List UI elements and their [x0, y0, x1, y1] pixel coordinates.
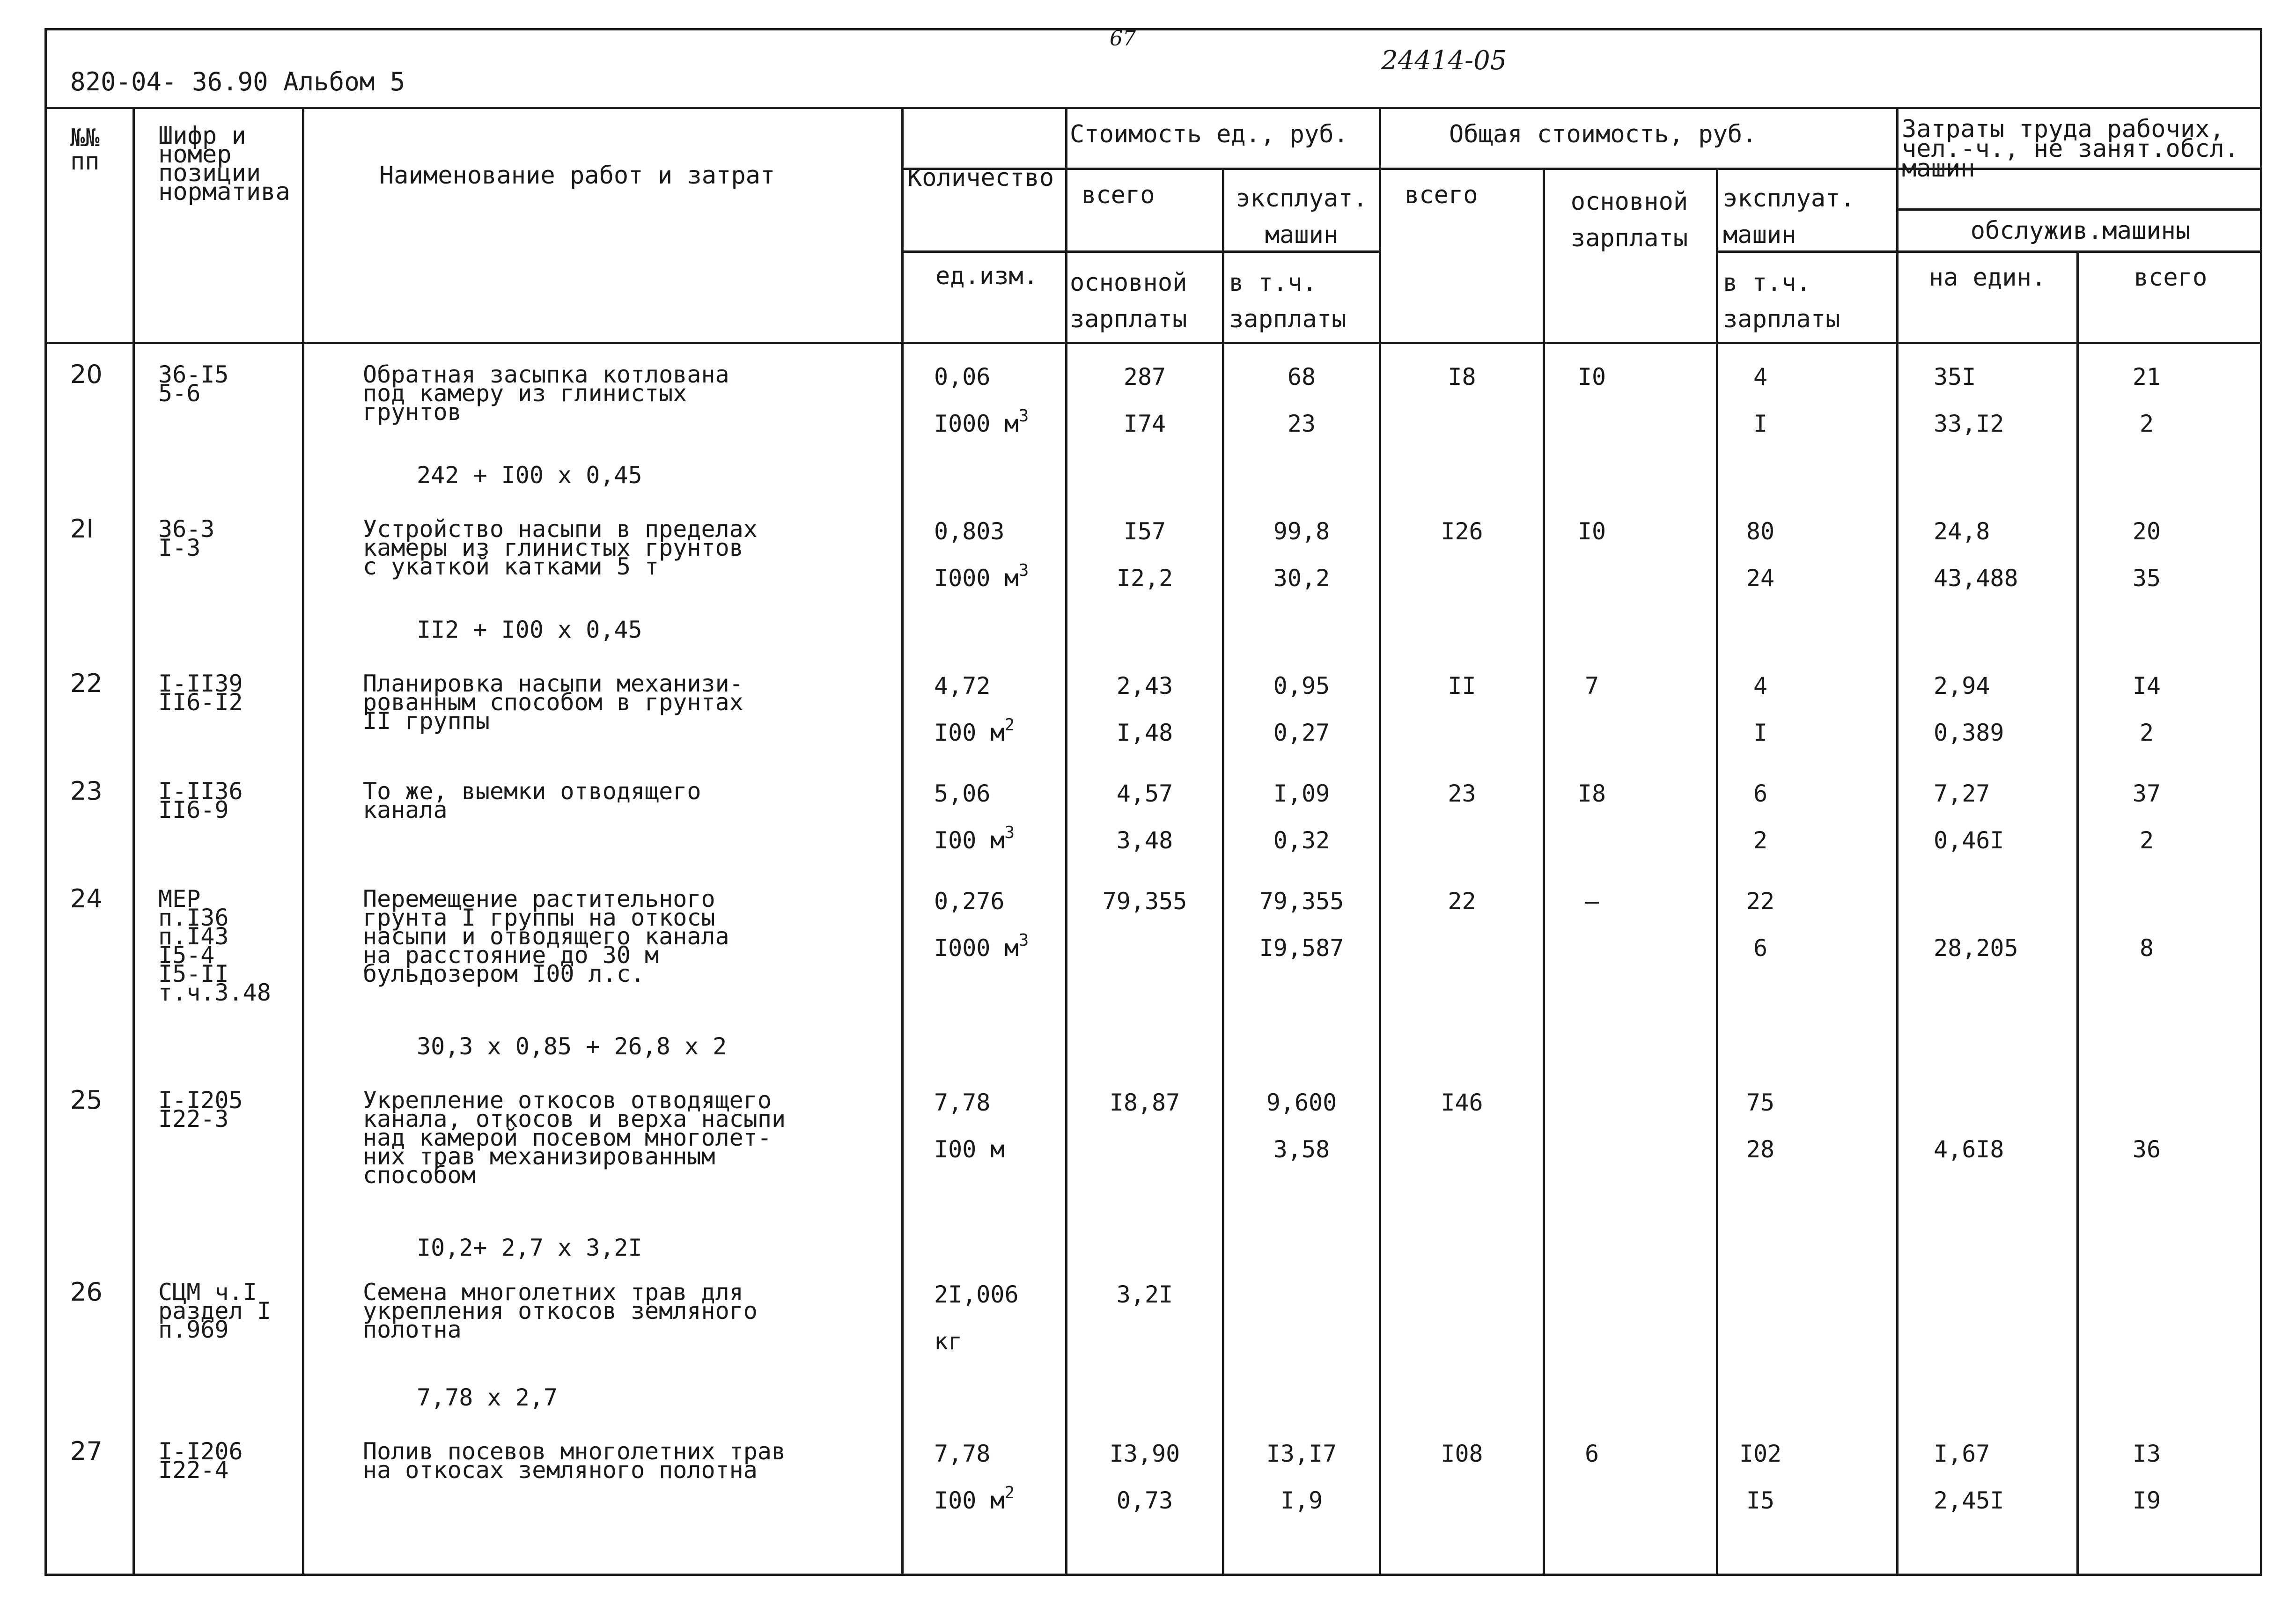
quantity: 0,06	[934, 363, 991, 390]
work-name: Обратная засыпка котлована под камеру из глинистых грунтов	[363, 361, 729, 426]
row-number: 26	[70, 1277, 103, 1307]
unit-cost-wage: 3,48	[1116, 827, 1173, 854]
labor-per-unit: 24,8	[1934, 518, 1990, 545]
labor-total: I4	[2132, 672, 2161, 699]
col-header-name: Наименование работ и затрат	[379, 162, 775, 190]
col-header-unit: ед.изм.	[935, 262, 1038, 290]
labor-machine-total: 2	[2139, 410, 2154, 437]
col-header-total-all: всего	[1405, 181, 1478, 209]
labor-machine-total: 36	[2132, 1136, 2161, 1163]
unit-cost-machines: 0,95	[1273, 672, 1330, 699]
work-name: Перемещение растительного грунта I группы на откосы насыпи и отводящего канала на расстояние до 30 м бульдозером I00 л.с.	[363, 885, 729, 987]
unit-exponent: 3	[1018, 561, 1029, 580]
total-cost: I8	[1448, 363, 1476, 390]
quantity: 7,78	[934, 1440, 991, 1467]
header-divider-2	[1896, 208, 2262, 211]
total-cost-machine-wage: I5	[1746, 1487, 1775, 1514]
row-number: 23	[70, 776, 103, 806]
total-cost: II	[1448, 672, 1476, 699]
unit-cost-machine-wage: 23	[1287, 410, 1316, 437]
unit-cost-wage: I2,2	[1116, 565, 1173, 592]
work-name: То же, выемки отводящего канала	[363, 778, 701, 824]
unit-cost-total: I3,90	[1109, 1440, 1180, 1467]
unit: I000 $м^3$	[934, 406, 1029, 437]
labor-machine-total: 35	[2132, 565, 2161, 592]
labor-machine-per-unit: 2,45I	[1934, 1487, 2004, 1514]
labor-total: I3	[2132, 1440, 2161, 1467]
unit-cost-machine-wage: 3,58	[1273, 1136, 1330, 1163]
unit-cost-machines: 79,355	[1259, 888, 1344, 915]
col-header-code: Шифр и номер позиции норматива	[158, 122, 290, 206]
total-cost-machines: 80	[1746, 518, 1775, 545]
norm-code: I-I206 I22-4	[158, 1438, 243, 1484]
labor-per-unit: 7,27	[1934, 780, 1990, 807]
col-line-1	[132, 107, 135, 1576]
total-cost-wage: 6	[1584, 1440, 1599, 1467]
norm-code: I-I205 I22-3	[158, 1087, 243, 1133]
total-cost: I08	[1441, 1440, 1483, 1467]
total-cost: 23	[1448, 780, 1476, 807]
labor-machine-per-unit: 0,46I	[1934, 827, 2004, 854]
col-line-6	[1379, 107, 1381, 1576]
col-line-9	[1896, 107, 1899, 1576]
unit-exponent: 3	[1004, 823, 1015, 842]
col-header-unit-total: всего	[1082, 181, 1155, 209]
labor-machine-per-unit: 4,6I8	[1934, 1136, 2004, 1163]
col-line-10	[2076, 250, 2079, 1576]
col-header-num: №№ пп	[70, 124, 100, 176]
total-cost-machines: 6	[1753, 780, 1768, 807]
total-cost: 22	[1448, 888, 1476, 915]
total-cost-wage: I8	[1577, 780, 1606, 807]
labor-machine-per-unit: 43,488	[1934, 565, 2018, 592]
total-cost: I46	[1441, 1089, 1483, 1116]
labor-machine-per-unit: 33,I2	[1934, 410, 2004, 437]
labor-per-unit: 35I	[1934, 363, 1976, 390]
col-header-total-wage: основной зарплаты	[1570, 188, 1688, 252]
unit-cost-machines: 99,8	[1273, 518, 1330, 545]
col-header-qty: Количество	[907, 164, 1054, 192]
unit-cost-machines: 9,600	[1266, 1089, 1337, 1116]
total-cost-machine-wage: 28	[1746, 1136, 1775, 1163]
labor-machine-per-unit: 0,389	[1934, 719, 2004, 746]
labor-machine-total: 2	[2139, 719, 2154, 746]
quantity: 7,78	[934, 1089, 991, 1116]
unit-cost-machine-wage: 0,27	[1273, 719, 1330, 746]
norm-code: 36-I5 5-6	[158, 361, 229, 407]
col-line-2	[302, 107, 304, 1576]
calc-formula: 242 + I00 x 0,45	[417, 462, 642, 489]
total-cost-machine-wage: 24	[1746, 565, 1775, 592]
row-number: 24	[70, 884, 103, 913]
total-cost-machine-wage: 2	[1753, 827, 1768, 854]
unit-cost-total: 2,43	[1116, 672, 1173, 699]
labor-total: 21	[2132, 363, 2161, 390]
col-header-labor-unit: на един.	[1928, 264, 2046, 292]
labor-machine-per-unit: 28,205	[1934, 934, 2018, 962]
page-number: 67	[1110, 27, 1136, 51]
unit: I000 $м^3$	[934, 931, 1029, 962]
total-cost-wage: I0	[1577, 518, 1606, 545]
col-header-total-mach: эксплуат. машин	[1723, 184, 1855, 249]
total-cost-machines: 4	[1753, 363, 1768, 390]
col-header-unit-mach: эксплуат. машин	[1236, 184, 1368, 249]
labor-per-unit: 2,94	[1934, 672, 1990, 699]
unit-cost-machines: 68	[1287, 363, 1316, 390]
quantity: 2I,006	[934, 1281, 1019, 1308]
unit: I00 $м^2$	[934, 715, 1015, 746]
work-name: Полив посевов многолетних трав на откосах земляного полотна	[363, 1438, 786, 1484]
work-name: Устройство насыпи в пределах камеры из глинистых грунтов с укаткой катками 5 т	[363, 515, 758, 580]
row-number: 25	[70, 1085, 103, 1115]
total-cost-machine-wage: 6	[1753, 934, 1768, 962]
title-divider	[44, 107, 2262, 109]
unit-cost-machines: I,09	[1273, 780, 1330, 807]
unit: I000 $м^3$	[934, 561, 1029, 592]
unit: I00 м	[934, 1136, 1005, 1163]
total-cost-wage: 7	[1584, 672, 1599, 699]
unit-cost-machine-wage: I9,587	[1259, 934, 1344, 962]
calc-formula: II2 + I00 x 0,45	[417, 616, 642, 643]
total-cost: I26	[1441, 518, 1483, 545]
total-cost-machines: 22	[1746, 888, 1775, 915]
unit-cost-total: 79,355	[1102, 888, 1187, 915]
labor-machine-total: 8	[2139, 934, 2154, 962]
calc-formula: I0,2+ 2,7 x 3,2I	[417, 1234, 642, 1261]
unit: I00 $м^2$	[934, 1483, 1015, 1514]
unit-exponent: 3	[1018, 931, 1029, 950]
total-cost-wage: –	[1584, 888, 1599, 915]
unit-exponent: 2	[1004, 1483, 1015, 1502]
labor-machine-total: I9	[2132, 1487, 2161, 1514]
col-header-labor: Затраты труда рабочих, чел.-ч., не занят.обсл. машин	[1902, 115, 2239, 183]
unit-exponent: 2	[1004, 715, 1015, 735]
quantity: 5,06	[934, 780, 991, 807]
quantity: 4,72	[934, 672, 991, 699]
col-header-unit-mach-wage: в т.ч. зарплаты	[1229, 269, 1347, 333]
quantity: 0,276	[934, 888, 1005, 915]
unit-cost-total: I57	[1123, 518, 1166, 545]
unit-cost-wage: 0,73	[1116, 1487, 1173, 1514]
unit-cost-wage: I74	[1123, 410, 1166, 437]
col-header-total-cost: Общая стоимость, руб.	[1449, 120, 1757, 148]
labor-per-unit: I,67	[1934, 1440, 1990, 1467]
unit-cost-total: 287	[1123, 363, 1166, 390]
total-cost-machines: I02	[1739, 1440, 1782, 1467]
handwritten-code: 24414-05	[1381, 45, 1507, 76]
calc-formula: 7,78 x 2,7	[417, 1384, 558, 1411]
col-header-labor-mach: обслужив.машины	[1970, 217, 2191, 245]
col-header-unit-cost: Стоимость ед., руб.	[1070, 120, 1348, 148]
unit-cost-total: I8,87	[1109, 1089, 1180, 1116]
labor-machine-total: 2	[2139, 827, 2154, 854]
row-number: 27	[70, 1436, 103, 1466]
unit-cost-machine-wage: 30,2	[1273, 565, 1330, 592]
calc-formula: 30,3 x 0,85 + 26,8 x 2	[417, 1033, 727, 1060]
total-cost-machines: 4	[1753, 672, 1768, 699]
labor-total: 37	[2132, 780, 2161, 807]
document-code: 820-04- 36.90 Альбом 5	[70, 67, 405, 96]
norm-code: 36-3 I-3	[158, 515, 215, 561]
col-line-3	[901, 107, 904, 1576]
unit-cost-total: 3,2I	[1116, 1281, 1173, 1308]
row-number: 22	[70, 669, 103, 698]
total-cost-machines: 75	[1746, 1089, 1775, 1116]
header-bottom-line	[44, 342, 2262, 344]
unit-cost-wage: I,48	[1116, 719, 1173, 746]
row-number: 2I	[70, 514, 94, 544]
total-cost-machine-wage: I	[1753, 410, 1768, 437]
unit: I00 $м^3$	[934, 823, 1015, 854]
unit-cost-machine-wage: 0,32	[1273, 827, 1330, 854]
norm-code: СЦМ ч.I раздел I п.969	[158, 1279, 271, 1343]
unit-cost-machine-wage: I,9	[1280, 1487, 1323, 1514]
work-name: Семена многолетних трав для укрепления откосов земляного полотна	[363, 1279, 758, 1343]
unit-exponent: 3	[1018, 406, 1029, 426]
work-name: Планировка насыпи механизи- рованным способом в грунтах II группы	[363, 670, 743, 735]
labor-total: 20	[2132, 518, 2161, 545]
unit-cost-machines: I3,I7	[1266, 1440, 1337, 1467]
total-cost-machine-wage: I	[1753, 719, 1768, 746]
row-number: 20	[70, 360, 103, 389]
work-name: Укрепление откосов отводящего канала, откосов и верха насыпи над камерой посевом многолет- них трав механизированным способом	[363, 1087, 786, 1189]
norm-code: МЕР п.I36 п.I43 I5-4 I5-II т.ч.3.48	[158, 885, 271, 1006]
unit-cost-total: 4,57	[1116, 780, 1173, 807]
col-header-labor-total: всего	[2134, 264, 2208, 292]
norm-code: I-II36 II6-9	[158, 778, 243, 824]
total-cost-wage: I0	[1577, 363, 1606, 390]
norm-code: I-II39 II6-I2	[158, 670, 243, 716]
col-header-total-mach-wage: в т.ч. зарплаты	[1723, 269, 1840, 333]
unit: кг	[934, 1328, 963, 1355]
col-header-unit-wage: основной зарплаты	[1070, 269, 1187, 333]
quantity: 0,803	[934, 518, 1005, 545]
